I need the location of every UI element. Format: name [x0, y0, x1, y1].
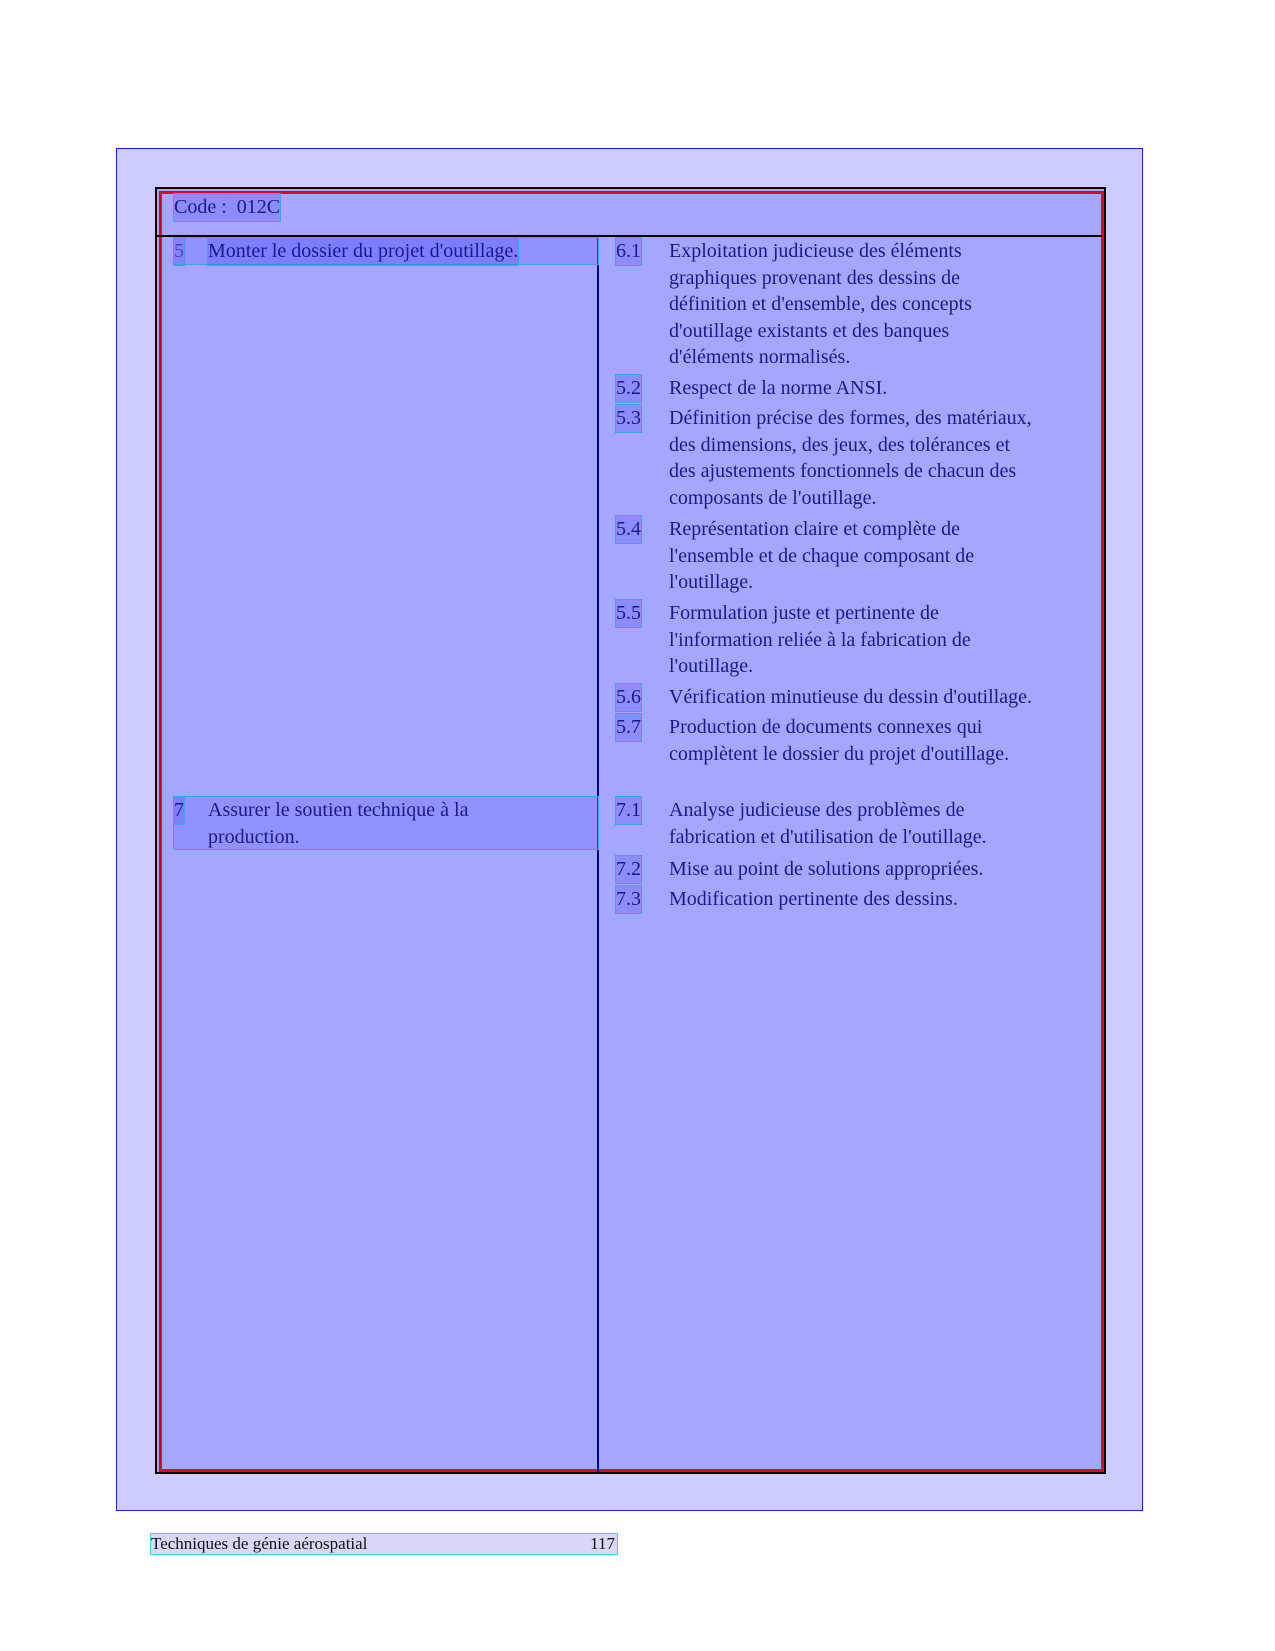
criterion-number: 7.1	[616, 797, 641, 824]
criterion-text	[669, 375, 887, 402]
criterion-text	[669, 856, 983, 883]
column-divider	[597, 237, 599, 1472]
criterion-number: 5.4	[616, 516, 641, 543]
criterion-number: 6.1	[616, 238, 641, 265]
criterion-text	[669, 600, 971, 680]
criterion-line: l'outillage.	[669, 571, 754, 593]
element-number: 5	[174, 238, 184, 265]
criterion-text	[669, 238, 972, 371]
criterion-line: l'ensemble et de chaque composant de	[669, 544, 975, 567]
page-number: 117	[590, 1534, 615, 1553]
code-label: Code :	[174, 196, 227, 218]
element-title	[208, 238, 518, 265]
criterion-line: graphiques provenant des dessins de	[669, 266, 961, 289]
criterion-line: fabrication et d'utilisation de l'outillage.	[669, 825, 987, 848]
criterion-text	[669, 714, 1009, 767]
criterion-text	[669, 516, 974, 596]
criterion-line: composants de l'outillage.	[669, 486, 877, 509]
criterion-number: 5.7	[616, 714, 641, 741]
criterion-line: des ajustements fonctionnels de chacun des	[669, 460, 1017, 482]
criterion-line: l'information reliée à la fabrication de	[669, 628, 971, 651]
criterion-number: 5.6	[616, 684, 641, 711]
criterion-line: Mise au point de solutions appropriées.	[669, 858, 984, 880]
criterion-line: Exploitation judicieuse des éléments	[669, 240, 962, 262]
element-title	[208, 797, 468, 850]
code-header	[174, 194, 280, 221]
criterion-line: complètent le dossier du projet d'outillage.	[669, 742, 1010, 765]
header-divider	[157, 235, 1102, 237]
element-title-line: production.	[208, 825, 300, 848]
criterion-line: Formulation juste et pertinente de	[669, 602, 939, 624]
element-title-line: Assurer le soutien technique à la	[208, 799, 469, 821]
footer-title: Techniques de génie aérospatial	[151, 1534, 368, 1553]
criterion-line: Modification pertinente des dessins.	[669, 888, 958, 910]
criterion-line: l'outillage.	[669, 655, 754, 677]
criterion-line: d'éléments normalisés.	[669, 346, 851, 368]
criterion-line: d'outillage existants et des banques	[669, 319, 950, 342]
criterion-line: Représentation claire et complète de	[669, 518, 960, 540]
criterion-line: des dimensions, des jeux, des tolérances et	[669, 433, 1011, 456]
element-title-line: Monter le dossier du projet d'outillage.	[208, 238, 518, 265]
criterion-number: 7.2	[616, 856, 641, 883]
criterion-number: 5.3	[616, 405, 641, 432]
code-value: 012C	[236, 196, 281, 218]
criterion-text	[669, 886, 958, 913]
criterion-number: 5.5	[616, 600, 641, 627]
criterion-line: Analyse judicieuse des problèmes de	[669, 799, 965, 821]
criterion-line: définition et d'ensemble, des concepts	[669, 293, 972, 315]
criterion-line: Production de documents connexes qui	[669, 716, 983, 738]
criterion-number: 5.2	[616, 375, 641, 402]
element-number: 7	[174, 797, 184, 824]
criterion-line: Respect de la norme ANSI.	[669, 377, 888, 399]
criterion-text	[669, 797, 987, 850]
criterion-number: 7.3	[616, 886, 641, 913]
criterion-text	[669, 405, 1032, 511]
page-footer	[151, 1534, 617, 1554]
criterion-line: Vérification minutieuse du dessin d'outillage.	[669, 686, 1032, 708]
criterion-line: Définition précise des formes, des matériaux,	[669, 407, 1032, 429]
criterion-text	[669, 684, 1032, 711]
